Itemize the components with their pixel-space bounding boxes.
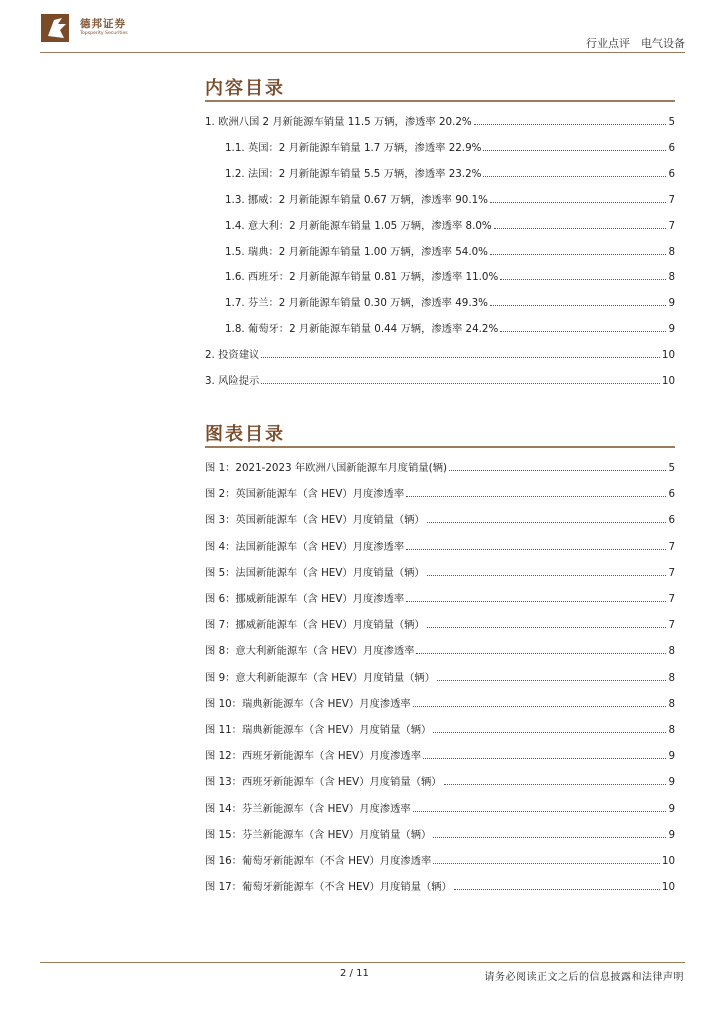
dot-leader (261, 383, 660, 384)
footer-divider (40, 962, 685, 963)
toc-entry-page: 5 (668, 116, 675, 128)
dot-leader (490, 254, 666, 255)
dot-leader (427, 522, 667, 523)
toc-entry-page: 6 (668, 167, 675, 180)
figure-entry-page: 6 (668, 488, 675, 501)
dot-leader (490, 305, 666, 306)
dot-leader (413, 811, 667, 812)
figure-entry[interactable] (205, 695, 675, 711)
toc-entry-page: 8 (668, 245, 675, 258)
figure-entry[interactable] (205, 852, 675, 868)
toc-entry-label: 1.8. 葡萄牙：2 月新能源车销量 0.44 万辆，渗透率 24.2% (225, 323, 499, 336)
figure-entry-page: 6 (668, 514, 675, 527)
figure-entry[interactable] (205, 878, 675, 894)
toc-entry[interactable] (225, 268, 675, 284)
toc-entry-page: 7 (668, 193, 675, 206)
figure-entry[interactable] (205, 800, 675, 816)
toc-entry-label: 1.7. 芬兰：2 月新能源车销量 0.30 万辆，渗透率 49.3% (225, 297, 488, 310)
figure-entry-page: 8 (668, 724, 675, 736)
figure-entry-page: 7 (668, 619, 675, 632)
toc-entry-page: 8 (668, 271, 675, 284)
figure-entry-label: 图 10：瑞典新能源车（含 HEV）月度渗透率 (205, 697, 411, 710)
dot-leader (427, 575, 667, 576)
figure-entry-label: 图 8：意大利新能源车（含 HEV）月度渗透率 (205, 645, 415, 658)
toc-entry-label: 1.3. 挪威：2 月新能源车销量 0.67 万辆，渗透率 90.1% (225, 193, 488, 206)
company-logo-icon (40, 12, 72, 44)
page-header (40, 12, 685, 52)
figure-entry-label: 图 5：法国新能源车（含 HEV）月度销量（辆） (205, 566, 425, 579)
toc-entry-page: 6 (668, 141, 675, 154)
figure-entry-page: 10 (661, 855, 675, 867)
toc-entry-label: 1.5. 瑞典：2 月新能源车销量 1.00 万辆，渗透率 54.0% (225, 245, 488, 258)
figure-entry-page: 9 (668, 750, 675, 763)
dot-leader (449, 470, 666, 471)
toc-entry[interactable] (225, 294, 675, 310)
figure-entry-page: 8 (668, 671, 675, 684)
dot-leader (454, 889, 660, 890)
figure-entry[interactable] (205, 747, 675, 763)
dot-leader (433, 732, 666, 733)
figure-entry-label: 图 2：英国新能源车（含 HEV）月度渗透率 (205, 488, 405, 501)
dot-leader (261, 357, 660, 358)
figure-entry-page: 7 (668, 593, 675, 605)
figure-entry[interactable] (205, 773, 675, 789)
dot-leader (444, 784, 667, 785)
toc-entry[interactable] (205, 113, 675, 129)
header-divider (40, 52, 685, 53)
dot-leader (433, 837, 666, 838)
disclaimer-note: 请务必阅读正文之后的信息披露和法律声明 (484, 972, 684, 983)
toc-entry-label: 1. 欧洲八国 2 月新能源车销量 11.5 万辆，渗透率 20.2% (205, 116, 472, 128)
figure-entry-label: 图 9：意大利新能源车（含 HEV）月度销量（辆） (205, 671, 436, 684)
figure-entry[interactable] (205, 642, 675, 658)
figure-entry-page: 8 (668, 645, 675, 658)
toc-entry[interactable] (225, 217, 675, 233)
dot-leader (474, 124, 667, 125)
figure-entry-label: 图 12：西班牙新能源车（含 HEV）月度渗透率 (205, 750, 421, 763)
toc-entry-page: 10 (661, 375, 675, 387)
toc-entry-label: 2. 投资建议 (205, 349, 260, 362)
logo-name-en: Topsperity Securities (80, 31, 128, 36)
toc-entry-page: 10 (661, 349, 675, 362)
toc-entry[interactable] (225, 165, 675, 181)
dot-leader (437, 680, 666, 681)
dot-leader (406, 549, 666, 550)
toc-entry-page: 9 (668, 323, 675, 336)
figure-entry-label: 图 13：西班牙新能源车（含 HEV）月度销量（辆） (205, 776, 442, 789)
figure-entry-label: 图 7：挪威新能源车（含 HEV）月度销量（辆） (205, 619, 425, 632)
figure-entry-label: 图 16：葡萄牙新能源车（不含 HEV）月度渗透率 (205, 855, 432, 867)
logo-name-cn: 德邦证券 (80, 18, 126, 30)
figure-entry-label: 图 14：芬兰新能源车（含 HEV）月度渗透率 (205, 802, 411, 815)
page-number: 2 / 11 (340, 968, 369, 979)
figure-entry[interactable] (205, 485, 675, 501)
dot-leader (416, 653, 666, 654)
toc-title-rule (205, 100, 675, 102)
dot-leader (423, 758, 666, 759)
toc-entry-page: 9 (668, 297, 675, 310)
figure-entry-label: 图 15：芬兰新能源车（含 HEV）月度销量（辆） (205, 828, 432, 841)
dot-leader (427, 627, 667, 628)
report-category: 行业点评 电气设备 (586, 37, 685, 50)
toc-entry-label: 3. 风险提示 (205, 375, 260, 387)
figure-entry-label: 图 11：瑞典新能源车（含 HEV）月度销量（辆） (205, 724, 432, 736)
toc-entry-label: 1.6. 西班牙：2 月新能源车销量 0.81 万辆，渗透率 11.0% (225, 271, 499, 284)
figure-entry[interactable] (205, 669, 675, 685)
dot-leader (483, 150, 666, 151)
figure-entry-page: 10 (661, 881, 675, 894)
figure-entry[interactable] (205, 826, 675, 842)
toc-title: 内容目录 (205, 78, 285, 99)
toc-entry-label: 1.4. 意大利：2 月新能源车销量 1.05 万辆，渗透率 8.0% (225, 219, 492, 232)
figure-entry-label: 图 4：法国新能源车（含 HEV）月度渗透率 (205, 540, 405, 553)
toc-entry[interactable] (225, 191, 675, 207)
figures-title: 图表目录 (205, 424, 285, 445)
toc-entry[interactable] (225, 243, 675, 259)
dot-leader (413, 706, 667, 707)
figure-entry-page: 7 (668, 566, 675, 579)
dot-leader (490, 202, 666, 203)
figure-entry-label: 图 17：葡萄牙新能源车（不含 HEV）月度销量（辆） (205, 881, 452, 894)
dot-leader (500, 279, 666, 280)
toc-entry-label: 1.2. 法国：2 月新能源车销量 5.5 万辆，渗透率 23.2% (225, 167, 482, 180)
toc-entry[interactable] (205, 346, 675, 362)
dot-leader (494, 228, 667, 229)
figures-title-rule (205, 446, 675, 448)
toc-entry[interactable] (225, 320, 675, 336)
figure-entry-label: 图 1：2021-2023 年欧洲八国新能源车月度销量(辆) (205, 462, 448, 474)
figure-entry-page: 7 (668, 540, 675, 553)
figure-entry-page: 9 (668, 776, 675, 789)
figure-entry[interactable] (205, 721, 675, 737)
figure-entry-page: 9 (668, 828, 675, 841)
figure-entry[interactable] (205, 538, 675, 554)
dot-leader (500, 331, 666, 332)
figure-entry-label: 图 6：挪威新能源车（含 HEV）月度渗透率 (205, 593, 405, 605)
figure-entry-page: 8 (668, 697, 675, 710)
toc-entry-label: 1.1. 英国：2 月新能源车销量 1.7 万辆，渗透率 22.9% (225, 141, 482, 154)
toc-entry[interactable] (205, 372, 675, 388)
figure-entry[interactable] (205, 511, 675, 527)
toc-entry[interactable] (225, 139, 675, 155)
figure-entry[interactable] (205, 459, 675, 475)
dot-leader (406, 601, 666, 602)
figure-entry-page: 9 (668, 802, 675, 815)
figure-entry-page: 5 (668, 462, 675, 474)
dot-leader (433, 863, 660, 864)
figure-entry[interactable] (205, 590, 675, 606)
dot-leader (483, 176, 666, 177)
figure-entry-label: 图 3：英国新能源车（含 HEV）月度销量（辆） (205, 514, 425, 527)
toc-entry-page: 7 (668, 219, 675, 232)
figure-entry[interactable] (205, 564, 675, 580)
figure-entry[interactable] (205, 616, 675, 632)
dot-leader (406, 496, 666, 497)
